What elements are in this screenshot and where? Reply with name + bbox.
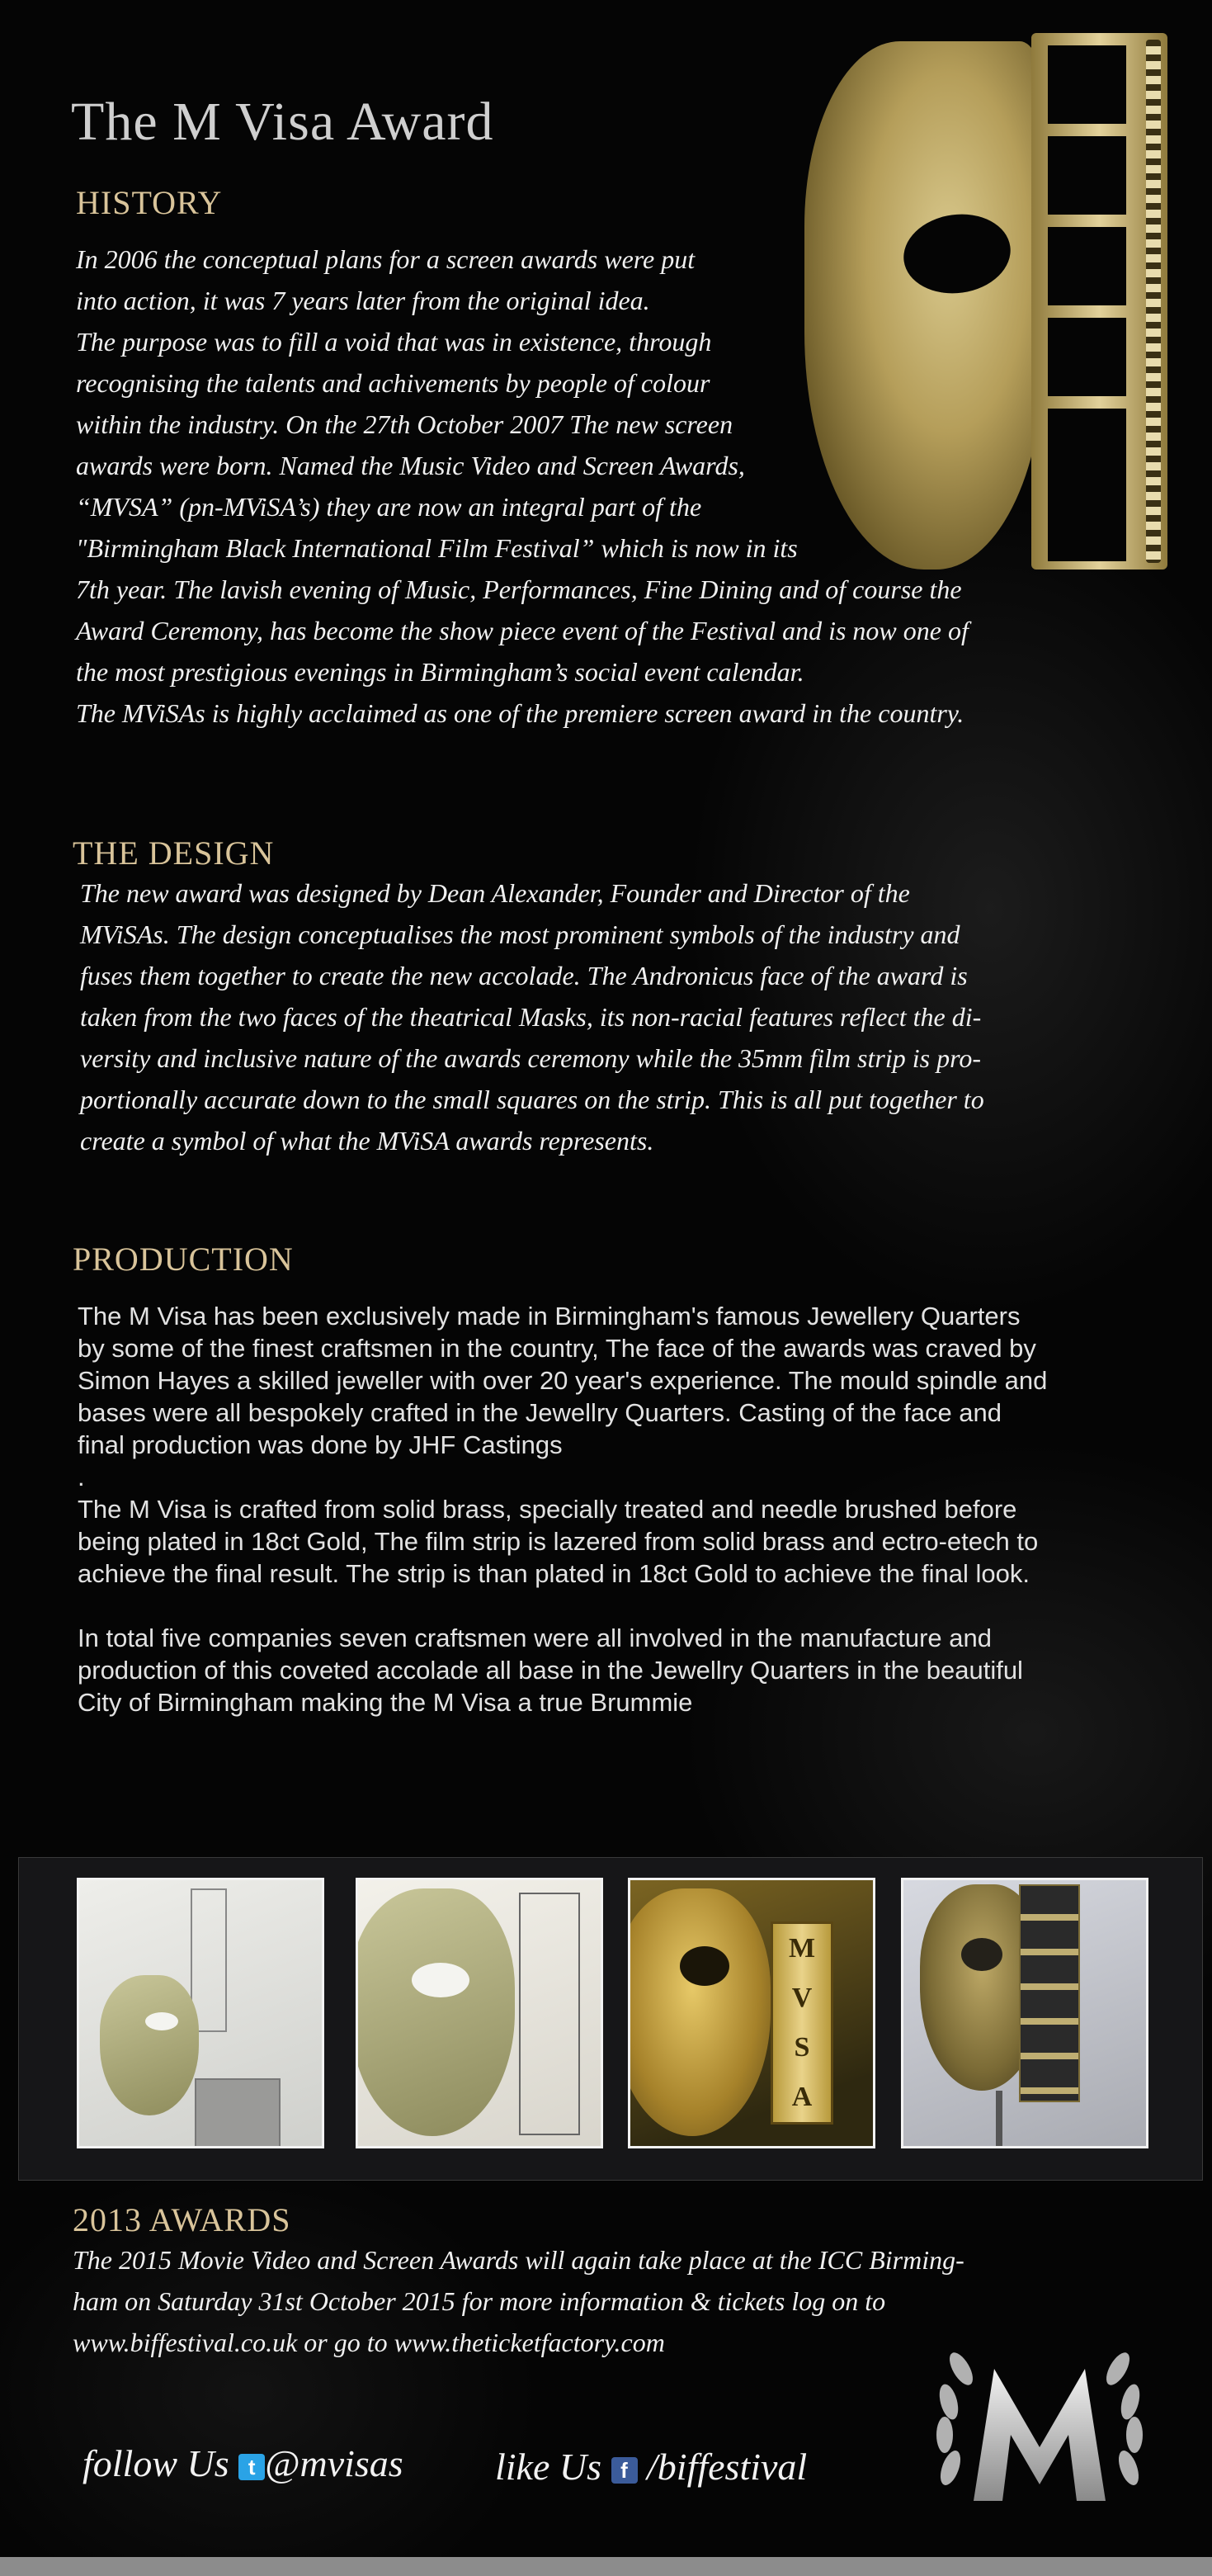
twitter-handle[interactable]: @mvisas bbox=[265, 2442, 403, 2484]
awards-line: www.biffestival.co.uk or go to www.theticketfactory.com bbox=[73, 2328, 665, 2357]
awards-line: The 2015 Movie Video and Screen Awards will again take place at the ICC Birming- bbox=[73, 2245, 964, 2275]
facebook-handle[interactable]: /biffestival bbox=[647, 2446, 808, 2488]
gallery-photo-model[interactable] bbox=[356, 1878, 603, 2148]
production-line: by some of the finest craftsmen in the country, The face of the awards was craved by bbox=[78, 1334, 1036, 1363]
production-line: The M Visa is crafted from solid brass, specially treated and needle brushed before bbox=[78, 1495, 1017, 1524]
facebook-icon[interactable]: f bbox=[611, 2457, 638, 2484]
history-line: “MVSA” (pn-MViSA’s) they are now an integral part of the bbox=[76, 492, 702, 522]
history-line: awards were born. Named the Music Video and Screen Awards, bbox=[76, 451, 745, 480]
production-line bbox=[78, 1590, 1047, 1622]
production-line: City of Birmingham making the M Visa a true Brummie bbox=[78, 1688, 693, 1717]
design-line: MViSAs. The design conceptualises the most prominent symbols of the industry and bbox=[80, 919, 960, 949]
gallery-photo-gold-cast[interactable] bbox=[628, 1878, 875, 2148]
production-text bbox=[78, 1300, 1047, 1718]
follow-label: follow Us bbox=[83, 2442, 229, 2484]
history-line: Award Ceremony, has become the show piece event of the Festival and is now one of bbox=[76, 616, 969, 645]
strip-letter: M bbox=[788, 1933, 816, 1964]
awards-line: ham on Saturday 31st October 2015 for more information & tickets log on to bbox=[73, 2286, 886, 2316]
design-line: versity and inclusive nature of the awards ceremony while the 35mm film strip is pro- bbox=[80, 1043, 981, 1073]
strip-letter: A bbox=[791, 2082, 813, 2112]
design-text bbox=[80, 872, 984, 1161]
design-line: fuses them together to create the new accolade. The Andronicus face of the award is bbox=[80, 961, 968, 990]
design-line: The new award was designed by Dean Alexander, Founder and Director of the bbox=[80, 878, 910, 908]
history-line: The MViSAs is highly acclaimed as one of the premiere screen award in the country. bbox=[76, 698, 964, 728]
mvisa-laurel-logo bbox=[916, 2311, 1163, 2542]
production-line: final production was done by JHF Castings bbox=[78, 1430, 563, 1459]
history-line: recognising the talents and achivements by people of colour bbox=[76, 368, 710, 398]
history-text bbox=[76, 239, 969, 734]
page-title: The M Visa Award bbox=[71, 92, 494, 152]
design-line: taken from the two faces of the theatrical Masks, its non-racial features reflect the di- bbox=[80, 1002, 982, 1032]
history-line: In 2006 the conceptual plans for a screen awards were put bbox=[76, 244, 696, 274]
twitter-icon[interactable]: t bbox=[238, 2454, 265, 2480]
like-label: like Us bbox=[495, 2446, 602, 2488]
design-line: create a symbol of what the MViSA awards represents. bbox=[80, 1126, 654, 1156]
production-line: In total five companies seven craftsmen were all involved in the manufacture and bbox=[78, 1624, 992, 1652]
gallery-photo-sketch[interactable] bbox=[77, 1878, 324, 2148]
history-line: "Birmingham Black International Film Festival” which is now in its bbox=[76, 533, 798, 563]
production-line: . bbox=[78, 1463, 85, 1491]
history-line: within the industry. On the 27th October 2007 The new screen bbox=[76, 409, 733, 439]
history-line: The purpose was to fill a void that was in existence, through bbox=[76, 327, 712, 357]
like-facebook[interactable] bbox=[495, 2445, 807, 2489]
production-line: bases were all bespokely crafted in the Jewellry Quarters. Casting of the face and bbox=[78, 1398, 1002, 1427]
film-strip bbox=[1031, 33, 1167, 570]
strip-letter: S bbox=[794, 2032, 810, 2063]
history-heading: HISTORY bbox=[76, 184, 223, 221]
awards-heading: 2013 AWARDS bbox=[73, 2201, 291, 2238]
production-line: The M Visa has been exclusively made in Birmingham's famous Jewellery Quarters bbox=[78, 1302, 1021, 1331]
design-heading: THE DESIGN bbox=[73, 834, 275, 872]
design-line: portionally accurate down to the small squares on the strip. This is all put together to bbox=[80, 1085, 984, 1114]
production-line: achieve the final result. The strip is than plated in 18ct Gold to achieve the final look. bbox=[78, 1559, 1030, 1588]
production-line: Simon Hayes a skilled jeweller with over 20 year's experience. The mould spindle and bbox=[78, 1366, 1048, 1395]
gallery-photo-finished-award[interactable] bbox=[901, 1878, 1148, 2148]
history-line: the most prestigious evenings in Birmingham’s social event calendar. bbox=[76, 657, 804, 687]
photo-gallery bbox=[18, 1857, 1203, 2181]
history-line: 7th year. The lavish evening of Music, Performances, Fine Dining and of course the bbox=[76, 574, 962, 604]
history-line: into action, it was 7 years later from the original idea. bbox=[76, 286, 650, 315]
awards-text bbox=[73, 2239, 964, 2363]
production-line: production of this coveted accolade all base in the Jewellry Quarters in the beautiful bbox=[78, 1656, 1023, 1685]
strip-letter: V bbox=[791, 1983, 813, 2013]
production-line: being plated in 18ct Gold, The film strip is lazered from solid brass and ectro-etech to bbox=[78, 1527, 1039, 1556]
laurel-m-icon bbox=[916, 2311, 1163, 2542]
follow-twitter[interactable] bbox=[83, 2441, 403, 2485]
footer-bar bbox=[0, 2557, 1212, 2576]
production-heading: PRODUCTION bbox=[73, 1241, 294, 1278]
